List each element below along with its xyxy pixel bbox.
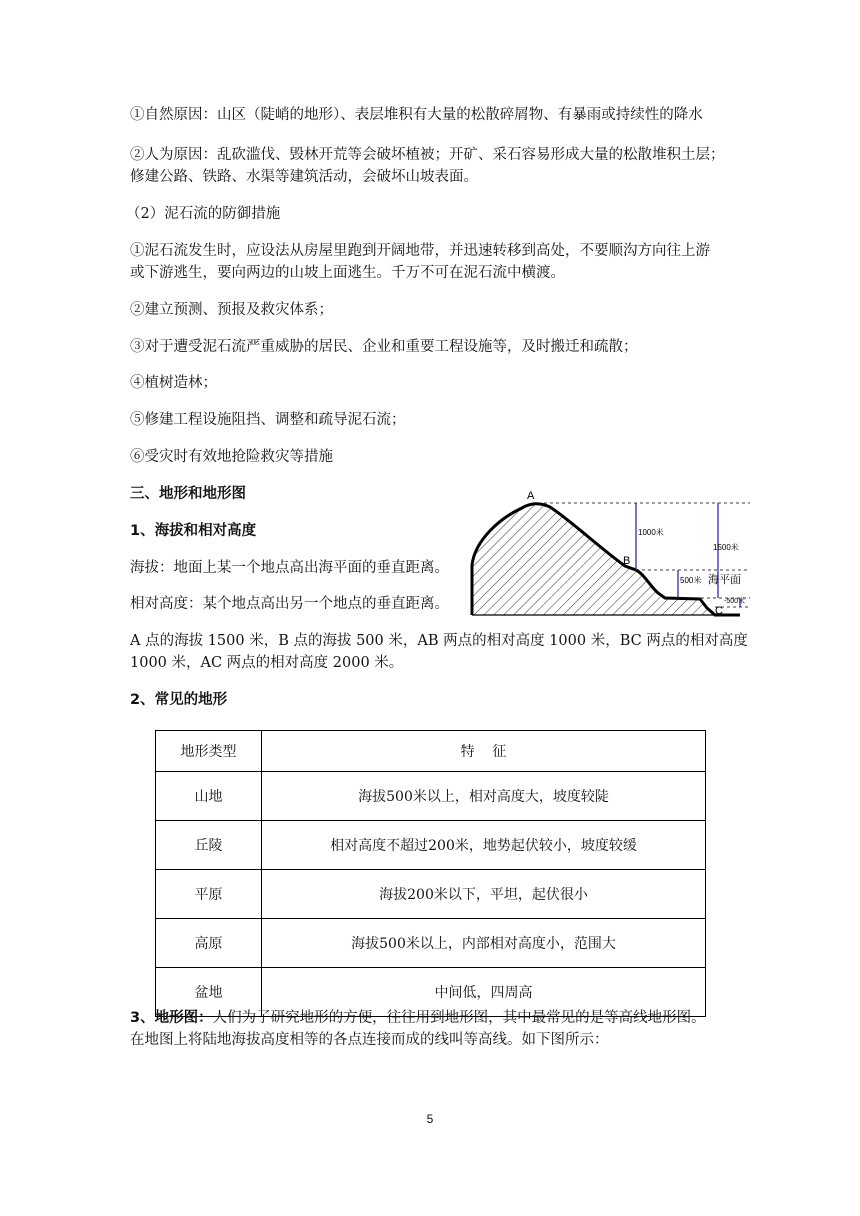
cell-features: 中间低，四周高 <box>262 968 706 1017</box>
point-b-label: B <box>623 555 631 567</box>
topographic-map-text: 人们为了研究地形的方便，往往用到地形图，其中最常见的是等高线地形图。 <box>212 1010 706 1026</box>
paragraph-planting: ④植树造林； <box>130 375 217 391</box>
paragraph-engineering: ⑤修建工程设施阻挡、调整和疏导泥石流； <box>130 412 406 428</box>
paragraph-natural-causes: ①自然原因：山区（陡峭的地形）、表层堆积有大量的松散碎屑物、有暴雨或持续性的降水 <box>130 107 703 123</box>
table-row <box>156 821 706 870</box>
table-row <box>156 919 706 968</box>
example-line-2: 1000 米，AC 两点的相对高度 2000 米。 <box>130 655 404 671</box>
label-1000m: 1000米 <box>638 528 664 537</box>
paragraph-human-causes-cont: 修建公路、铁路、水渠等建筑活动，会破坏山坡表面。 <box>130 169 478 185</box>
label-neg500m: -500米 <box>724 598 746 605</box>
cell-terrain-type: 平原 <box>156 870 262 919</box>
cell-features: 相对高度不超过200米，地势起伏较小，坡度较缓 <box>262 821 706 870</box>
elevation-diagram <box>460 490 760 620</box>
header-features: 特 征 <box>262 731 706 772</box>
definition-relative-height: 相对高度：某个地点高出另一个地点的垂直距离。 <box>130 596 449 612</box>
definition-altitude: 海拔：地面上某一个地点高出海平面的垂直距离。 <box>130 560 449 576</box>
paragraph-escape-cont: 或下游逃生，要向两边的山坡上面逃生。千万不可在泥石流中横渡。 <box>130 265 565 281</box>
paragraph-forecast: ②建立预测、预报及救灾体系； <box>130 302 333 318</box>
label-1500m: 1500米 <box>713 543 739 552</box>
page-number: 5 <box>426 1112 434 1126</box>
point-c-label: C <box>715 605 723 617</box>
table-row <box>156 870 706 919</box>
cell-terrain-type: 高原 <box>156 919 262 968</box>
cell-terrain-type: 盆地 <box>156 968 262 1017</box>
point-a-label: A <box>527 490 535 502</box>
paragraph-topographic-map <box>130 1008 706 1028</box>
section-heading-defense: （2）泥石流的防御措施 <box>126 206 281 222</box>
subheading-common-terrain: 2、常见的地形 <box>130 692 228 708</box>
table-header-row <box>156 731 706 772</box>
terrain-table <box>155 730 706 1017</box>
cell-features: 海拔500米以上，相对高度大，坡度较陡 <box>262 772 706 821</box>
cell-features: 海拔200米以下，平坦，起伏很小 <box>262 870 706 919</box>
label-500m: 500米 <box>680 576 702 585</box>
cell-terrain-type: 山地 <box>156 772 262 821</box>
section-heading-terrain: 三、地形和地形图 <box>130 486 246 502</box>
label-sea-level: 海平面 <box>708 573 741 586</box>
header-terrain-type: 地形类型 <box>156 731 262 772</box>
paragraph-contour-definition: 在地图上将陆地海拔高度相等的各点连接而成的线叫等高线。如下图所示： <box>130 1032 609 1048</box>
subheading-topographic-map: 3、地形图： <box>130 1010 213 1026</box>
paragraph-escape: ①泥石流发生时，应设法从房屋里跑到开阔地带，并迅速转移到高处，不要顺沟方向往上游 <box>130 243 710 259</box>
paragraph-relocation: ③对于遭受泥石流严重威胁的居民、企业和重要工程设施等，及时搬迁和疏散； <box>130 339 638 355</box>
cell-terrain-type: 丘陵 <box>156 821 262 870</box>
paragraph-rescue: ⑥受灾时有效地抢险救灾等措施 <box>130 449 333 465</box>
paragraph-human-causes: ②人为原因：乱砍滥伐、毁林开荒等会破坏植被；开矿、采石容易形成大量的松散堆积土层； <box>130 147 725 163</box>
cell-features: 海拔500米以上，内部相对高度小，范围大 <box>262 919 706 968</box>
subheading-altitude: 1、海拔和相对高度 <box>130 523 257 539</box>
example-line-1: A 点的海拔 1500 米，B 点的海拔 500 米，AB 两点的相对高度 1000 米，BC 两点的相对高度 <box>130 633 748 649</box>
table-row <box>156 772 706 821</box>
